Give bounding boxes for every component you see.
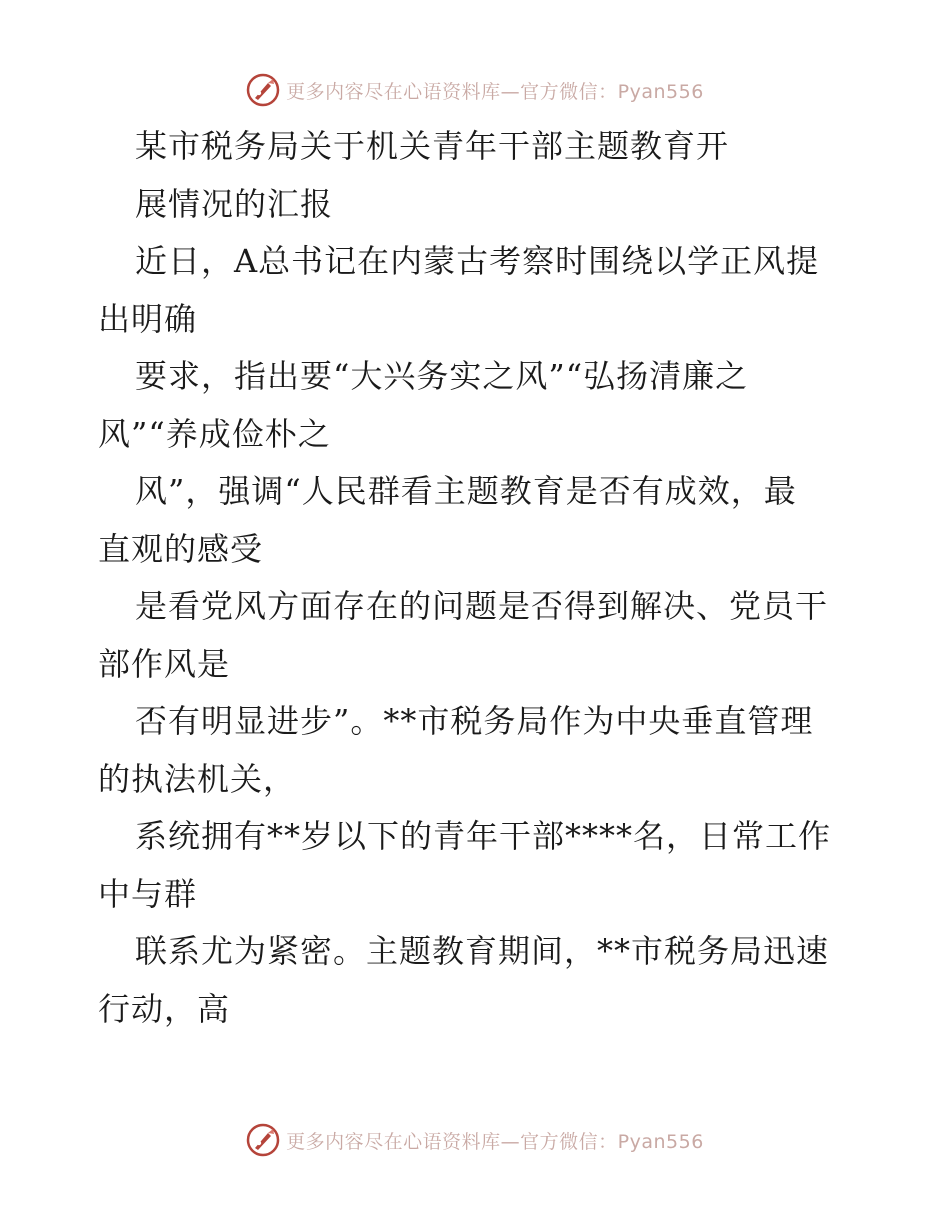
doc-line: 部作风是 xyxy=(98,644,231,683)
doc-line: 展情况的汇报 xyxy=(135,184,334,223)
quill-pen-logo-icon xyxy=(246,73,280,107)
doc-line: 风”，强调“人民群看主题教育是否有成效，最 xyxy=(135,472,797,510)
doc-line: 是看党风方面存在的问题是否得到解决、党员干 xyxy=(135,587,829,625)
header-banner xyxy=(0,70,950,110)
doc-line: 风”“养成俭朴之 xyxy=(98,414,331,453)
doc-line: 行动，高 xyxy=(98,989,231,1028)
doc-line: 近日，A总书记在内蒙古考察时围绕以学正风提 xyxy=(135,242,820,280)
header-text: 更多内容尽在心语资料库—官方微信：Pyan556 xyxy=(286,80,704,103)
doc-line: 中与群 xyxy=(98,874,198,913)
document-body xyxy=(98,118,858,1038)
doc-line: 出明确 xyxy=(98,299,198,338)
doc-line: 要求，指出要“大兴务实之风”“弘扬清廉之 xyxy=(135,357,749,395)
doc-line: 否有明显进步”。**市税务局作为中央垂直管理 xyxy=(135,702,814,740)
doc-line: 直观的感受 xyxy=(98,529,264,568)
doc-line: 某市税务局关于机关青年干部主题教育开 xyxy=(135,127,730,165)
doc-line: 系统拥有**岁以下的青年干部****名，日常工作 xyxy=(135,817,832,855)
footer-banner xyxy=(0,1120,950,1160)
doc-line: 联系尤为紧密。主题教育期间，**市税务局迅速 xyxy=(135,932,830,970)
footer-text: 更多内容尽在心语资料库—官方微信：Pyan556 xyxy=(286,1130,704,1153)
quill-pen-logo-icon xyxy=(246,1123,280,1157)
doc-line: 的执法机关， xyxy=(98,759,297,798)
